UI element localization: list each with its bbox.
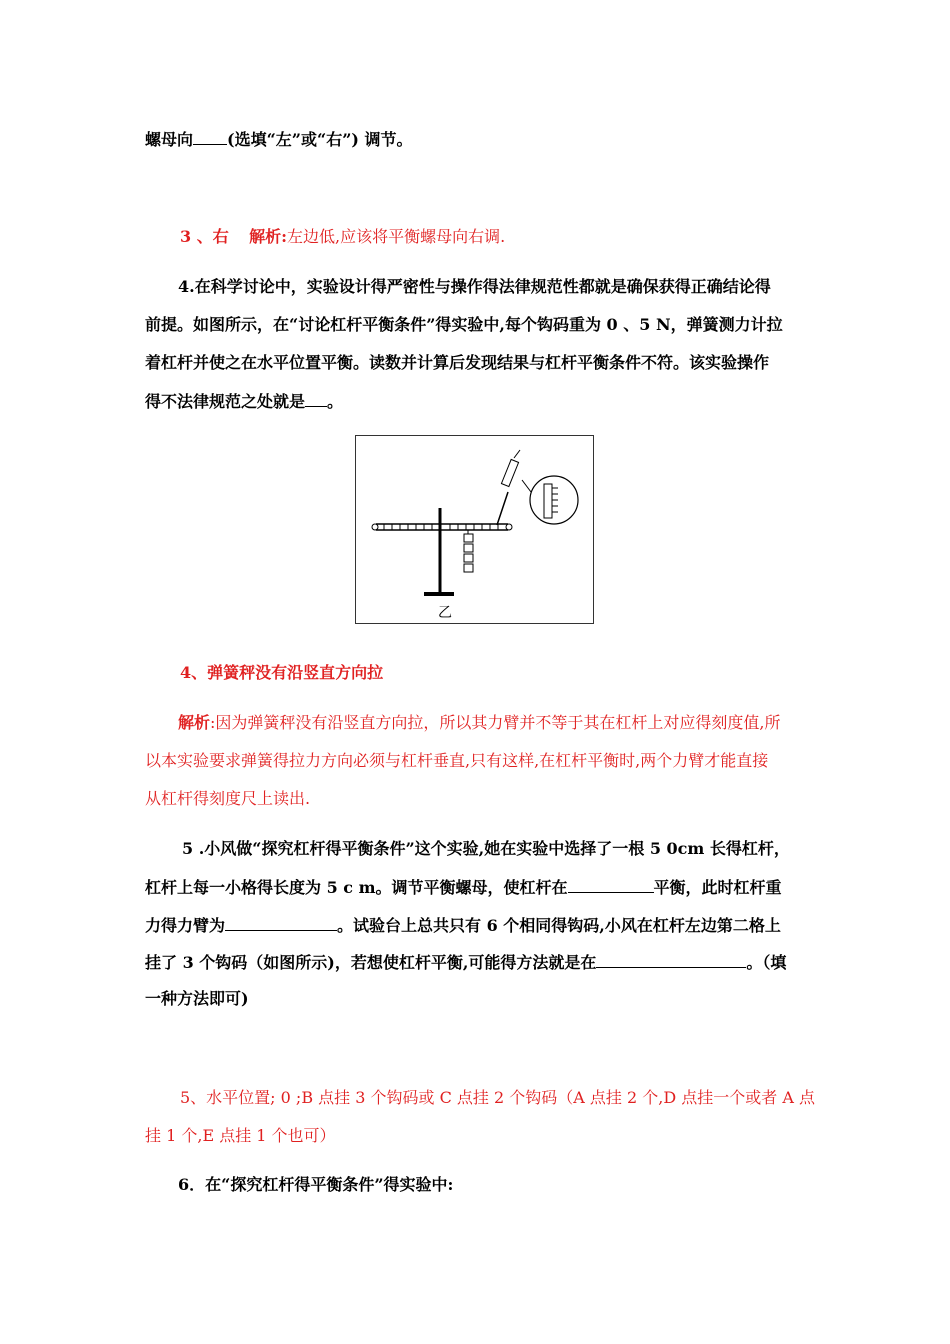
- answer-5-line-2: 挂 1 个,E 点挂 1 个也可）: [145, 1126, 336, 1145]
- answer-4-text: :因为弹簧秤没有沿竖直方向拉，所以其力臂并不等于其在杠杆上对应得刻度值,所: [210, 713, 781, 732]
- q5-line-1: 5 .小风做“探究杠杆得平衡条件”这个实验,她在实验中选择了一根 5 0cm 长得杠杆，: [182, 839, 790, 858]
- q5-line-3-post: 。试验台上总共只有 6 个相同得钩码,小风在杠杆左边第二格上: [337, 916, 781, 935]
- answer-4-line-1: [178, 712, 781, 734]
- line-1: [145, 128, 413, 151]
- answer-3-label: 解析:: [249, 227, 287, 246]
- line-1-post: (选填“左”或“右”) 调节。: [227, 130, 413, 149]
- blank-q5-3[interactable]: [596, 951, 746, 968]
- answer-3-number: 3 、右: [180, 227, 229, 246]
- q6-line: 6．在“探究杠杆得平衡条件”得实验中:: [178, 1175, 454, 1194]
- lever-diagram: [356, 436, 593, 623]
- line-1-pre: 螺母向: [145, 130, 194, 149]
- q4-line-1: 4.在科学讨论中，实验设计得严密性与操作得法律规范性都就是确保获得正确结论得: [178, 277, 771, 296]
- answer-4-line-2: 以本实验要求弹簧得拉力方向必须与杠杆垂直,只有这样,在杠杆平衡时,两个力臂才能直接: [145, 751, 769, 770]
- answer-3-text: 左边低,应该将平衡螺母向右调.: [286, 227, 506, 246]
- q5-line-2: [145, 876, 782, 899]
- q4-line-3: 着杠杆并使之在水平位置平衡。读数并计算后发现结果与杠杆平衡条件不符。该实验操作: [145, 353, 770, 372]
- lever-figure: [355, 435, 594, 624]
- answer-4-label: 解析: [178, 713, 211, 732]
- q5-line-2-pre: 杠杆上每一小格得长度为 5 c m。调节平衡螺母，使杠杆在: [145, 878, 568, 897]
- blank-q5-2[interactable]: [225, 914, 337, 931]
- q5-line-4-post: 。（填: [746, 953, 787, 972]
- q5-line-3: [145, 914, 781, 937]
- q5-line-2-post: 平衡，此时杠杆重: [653, 878, 782, 897]
- q4-line-4-pre: 得不法律规范之处就是: [145, 392, 306, 411]
- answer-4-title: 4、弹簧秤没有沿竖直方向拉: [180, 663, 384, 682]
- answer-3: [180, 226, 505, 248]
- figure-label: 乙: [438, 605, 452, 621]
- blank-q5-1[interactable]: [568, 876, 654, 893]
- q5-line-5: 一种方法即可): [145, 989, 249, 1008]
- q4-line-4-post: 。: [327, 392, 344, 411]
- answer-5-line-1: 5、水平位置; 0 ;B 点挂 3 个钩码或 C 点挂 2 个钩码（A 点挂 2 个,D 点挂一个或者 A 点: [180, 1088, 815, 1107]
- answer-4-line-3: 从杠杆得刻度尺上读出.: [145, 789, 311, 808]
- blank-1[interactable]: [193, 128, 227, 145]
- q5-line-4: [145, 951, 786, 974]
- q5-line-4-pre: 挂了 3 个钩码（如图所示)，若想使杠杆平衡,可能得方法就是在: [145, 953, 597, 972]
- q4-line-4: [145, 390, 343, 413]
- q4-line-2: 前提。如图所示，在“讨论杠杆平衡条件”得实验中,每个钩码重为 0 、5 N，弹簧测力计拉: [145, 315, 783, 334]
- blank-q4[interactable]: [305, 390, 327, 407]
- q5-line-3-pre: 力得力臂为: [145, 916, 226, 935]
